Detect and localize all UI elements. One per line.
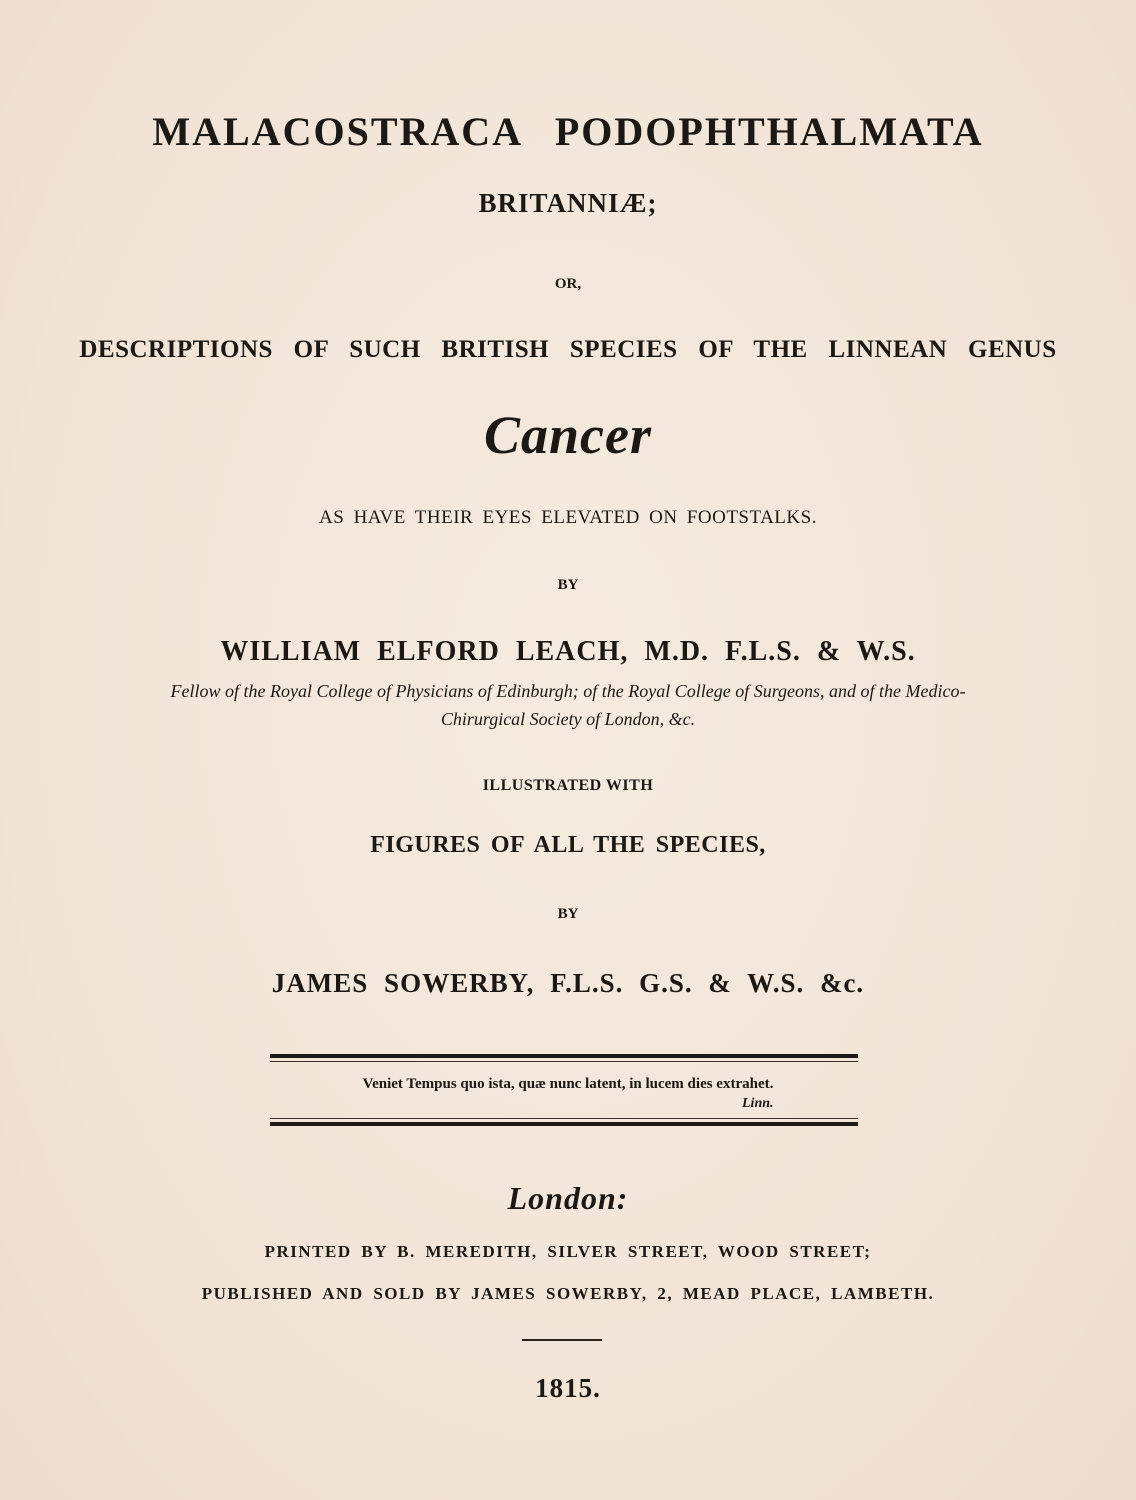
- descriptions-line: DESCRIPTIONS OF SUCH BRITISH SPECIES OF THE LINNEAN GENUS: [79, 336, 1057, 363]
- motto-bottom-rule: [270, 1118, 858, 1126]
- author-name: WILLIAM ELFORD LEACH, M.D. F.L.S. & W.S.: [220, 636, 916, 667]
- motto-attribution: Linn.: [742, 1096, 774, 1111]
- imprint-place: London:: [507, 1180, 629, 1216]
- by-artist-label: BY: [557, 906, 579, 922]
- motto-top-rule: [270, 1054, 858, 1062]
- publisher-line: PUBLISHED AND SOLD BY JAMES SOWERBY, 2, MEAD PLACE, LAMBETH.: [201, 1284, 935, 1303]
- genus-name: Cancer: [484, 405, 652, 465]
- eyes-line: AS HAVE THEIR EYES ELEVATED ON FOOTSTALKS.: [319, 507, 817, 528]
- figures-line: FIGURES OF ALL THE SPECIES,: [370, 832, 766, 858]
- by-author-label: BY: [557, 577, 579, 593]
- or-connector: OR,: [554, 276, 582, 292]
- book-title: MALACOSTRACA PODOPHTHALMATA: [152, 109, 984, 154]
- author-credentials-line-1: Fellow of the Royal College of Physicians of Edinburgh; of the Royal College of Surgeons, and of the Medico-: [170, 681, 966, 701]
- author-credentials-line-2: Chirurgical Society of London, &c.: [440, 709, 696, 729]
- printer-line: PRINTED BY B. MEREDITH, SILVER STREET, WOOD STREET;: [264, 1242, 872, 1261]
- divider-rule: [522, 1339, 602, 1341]
- motto-text: Veniet Tempus quo ista, quæ nunc latent, in lucem dies extrahet.: [362, 1076, 774, 1092]
- book-subtitle: BRITANNIÆ;: [478, 188, 658, 218]
- artist-name: JAMES SOWERBY, F.L.S. G.S. & W.S. &c.: [271, 968, 865, 998]
- illustrated-with: ILLUSTRATED WITH: [482, 777, 654, 794]
- publication-year: 1815.: [535, 1373, 601, 1403]
